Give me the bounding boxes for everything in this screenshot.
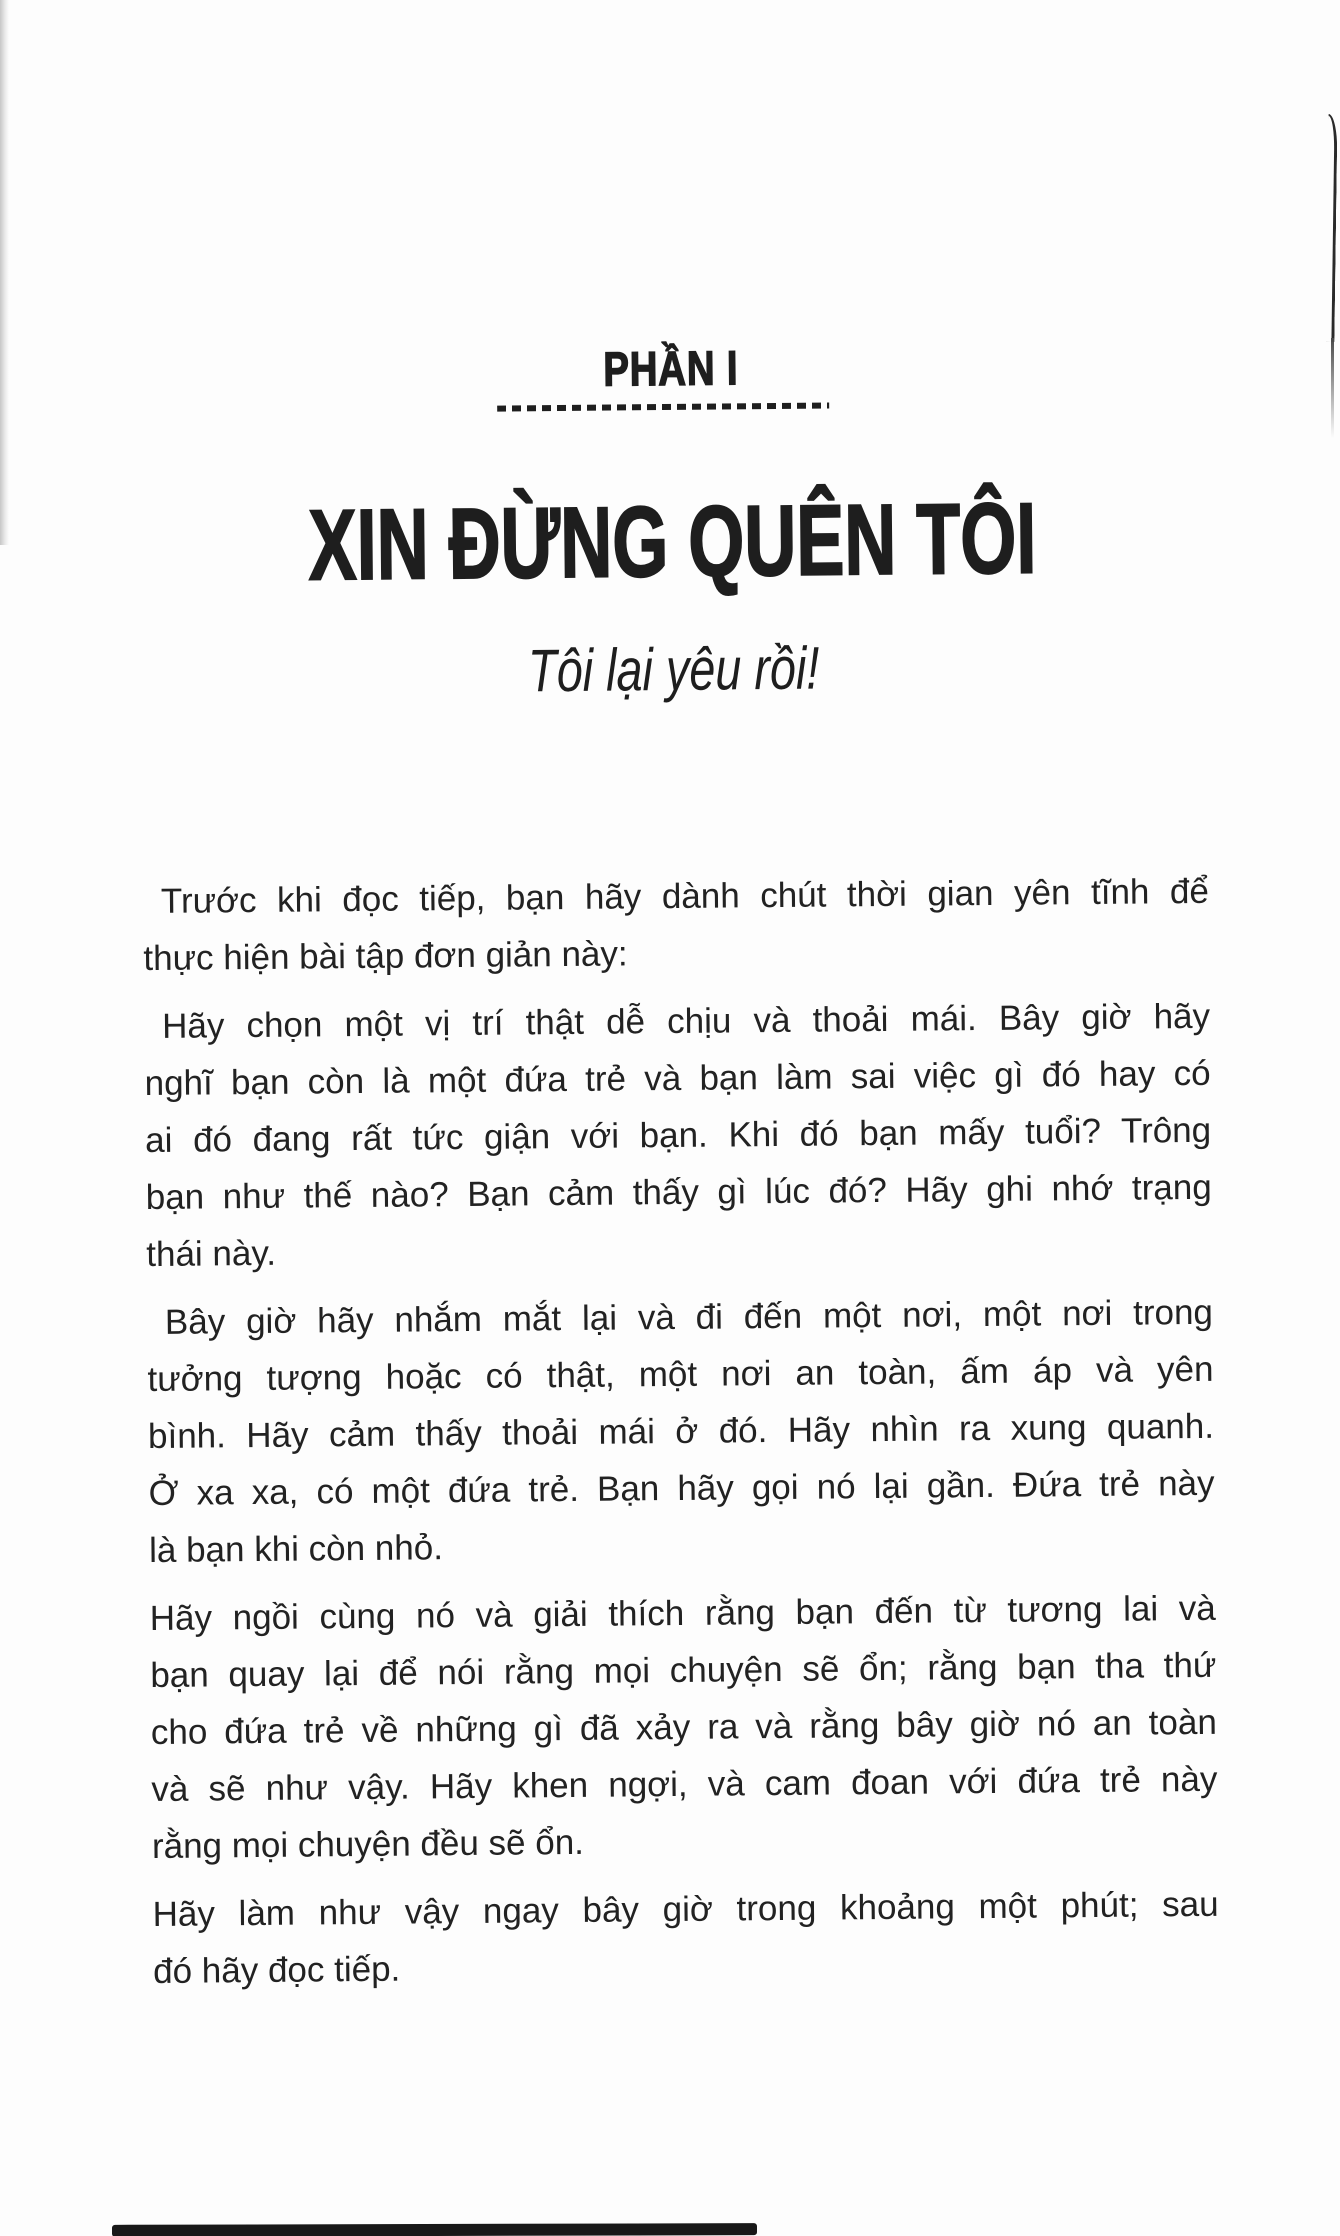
text-line: đó hãy đọc tiếp. [152, 1949, 401, 1991]
paragraph [147, 1284, 1216, 1579]
text-line: cho đứa trẻ về những gì đã xảy ra và rằng bây giờ nó an toàn [150, 1702, 1218, 1753]
text-line: ai đó đang rất tức giận với bạn. Khi đó bạn mấy tuổi? Trông [145, 1110, 1212, 1161]
text-line: Hãy làm như vậy ngay bây giờ trong khoảng một phút; sau [152, 1884, 1219, 1935]
text-line: Ở xa xa, có một đứa trẻ. Bạn hãy gọi nó lại gần. Đứa trẻ này [148, 1463, 1215, 1514]
text-line: nghĩ bạn còn là một đứa trẻ và bạn làm sai việc gì đó hay có [144, 1053, 1211, 1104]
paragraph [143, 863, 1210, 987]
text-line: bạn như thế nào? Bạn cảm thấy gì lúc đó? Hãy ghi nhớ trạng [145, 1167, 1212, 1218]
text-line: bình. Hãy cảm thấy thoải mái ở đó. Hãy nhìn ra xung quanh. [147, 1406, 1215, 1457]
chapter-title: XIN ĐỪNG QUÊN TÔI [308, 482, 1037, 602]
text-line: Hãy ngồi cùng nó và giải thích rằng bạn đến từ tương lai và [149, 1588, 1216, 1639]
text-line: Bây giờ hãy nhắm mắt lại và đi đến một nơi, một nơi trong [164, 1292, 1214, 1342]
body-text [143, 863, 1220, 2011]
text-line: Hãy chọn một vị trí thật dễ chịu và thoải mái. Bây giờ hãy [161, 996, 1211, 1046]
text-line: là bạn khi còn nhỏ. [148, 1528, 444, 1571]
paragraph [144, 988, 1213, 1283]
dashed-divider [497, 402, 829, 411]
paragraph [152, 1876, 1219, 2000]
text-line: thực hiện bài tập đơn giản này: [143, 934, 628, 979]
text-line: tưởng tượng hoặc có thật, một nơi an toàn, ấm áp và yên [147, 1349, 1214, 1400]
paragraph [150, 1580, 1219, 1875]
part-label: PHẦN I [603, 342, 739, 397]
chapter-subtitle: Tôi lại yêu rồi! [527, 634, 820, 705]
scan-artifact-bottom [112, 2223, 757, 2236]
text-line: bạn quay lại để nói rằng mọi chuyện sẽ ổn; rằng bạn tha thứ [150, 1645, 1217, 1696]
text-line: rằng mọi chuyện đều sẽ ổn. [151, 1822, 585, 1867]
text-line: Trước khi đọc tiếp, bạn hãy dành chút thời gian yên tĩnh để [160, 871, 1210, 921]
text-line: thái này. [146, 1233, 277, 1275]
text-line: và sẽ như vậy. Hãy khen ngợi, và cam đoan với đứa trẻ này [151, 1759, 1218, 1810]
